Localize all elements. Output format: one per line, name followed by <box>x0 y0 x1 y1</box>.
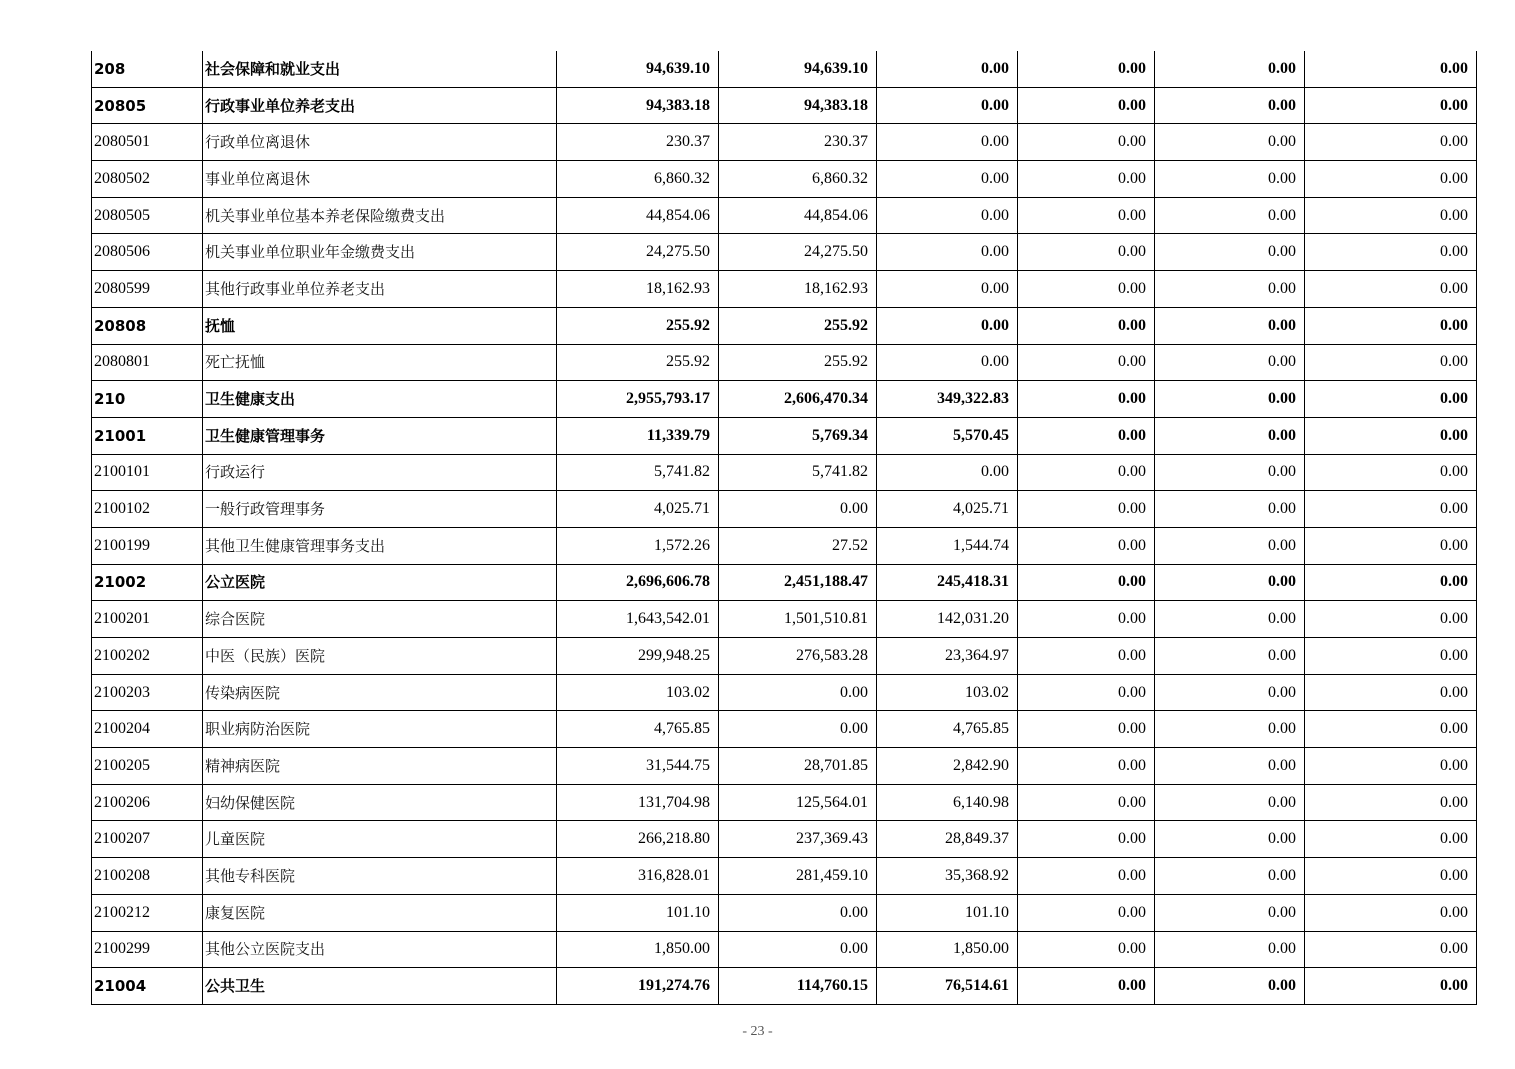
cell-amount-4: 0.00 <box>1018 527 1155 564</box>
cell-amount-3: 0.00 <box>877 87 1018 124</box>
cell-amount-5: 0.00 <box>1155 821 1305 858</box>
cell-amount-4: 0.00 <box>1018 417 1155 454</box>
cell-amount-3: 76,514.61 <box>877 968 1018 1005</box>
cell-amount-5: 0.00 <box>1155 381 1305 418</box>
cell-amount-5: 0.00 <box>1155 51 1305 87</box>
cell-code: 2100205 <box>92 748 203 785</box>
cell-amount-4: 0.00 <box>1018 564 1155 601</box>
cell-name: 公共卫生 <box>203 968 557 1005</box>
cell-code: 2080505 <box>92 197 203 234</box>
cell-amount-5: 0.00 <box>1155 417 1305 454</box>
cell-code: 2100202 <box>92 638 203 675</box>
cell-amount-4: 0.00 <box>1018 491 1155 528</box>
cell-amount-2: 255.92 <box>719 344 877 381</box>
cell-amount-6: 0.00 <box>1305 894 1477 931</box>
cell-amount-4: 0.00 <box>1018 197 1155 234</box>
cell-amount-3: 5,570.45 <box>877 417 1018 454</box>
cell-amount-6: 0.00 <box>1305 381 1477 418</box>
cell-amount-5: 0.00 <box>1155 931 1305 968</box>
cell-amount-1: 103.02 <box>557 674 719 711</box>
cell-name: 儿童医院 <box>203 821 557 858</box>
cell-name: 机关事业单位基本养老保险缴费支出 <box>203 197 557 234</box>
cell-code: 2100208 <box>92 858 203 895</box>
cell-amount-6: 0.00 <box>1305 197 1477 234</box>
cell-amount-2: 6,860.32 <box>719 161 877 198</box>
cell-amount-6: 0.00 <box>1305 161 1477 198</box>
cell-amount-5: 0.00 <box>1155 491 1305 528</box>
table-row <box>92 87 1477 124</box>
cell-amount-5: 0.00 <box>1155 748 1305 785</box>
cell-amount-5: 0.00 <box>1155 564 1305 601</box>
cell-name: 其他专科医院 <box>203 858 557 895</box>
cell-amount-3: 0.00 <box>877 271 1018 308</box>
cell-amount-3: 2,842.90 <box>877 748 1018 785</box>
cell-amount-6: 0.00 <box>1305 124 1477 161</box>
cell-amount-3: 0.00 <box>877 454 1018 491</box>
table-row <box>92 344 1477 381</box>
cell-amount-4: 0.00 <box>1018 271 1155 308</box>
cell-amount-1: 94,383.18 <box>557 87 719 124</box>
cell-amount-5: 0.00 <box>1155 968 1305 1005</box>
table-row <box>92 307 1477 344</box>
cell-amount-6: 0.00 <box>1305 307 1477 344</box>
cell-amount-1: 24,275.50 <box>557 234 719 271</box>
cell-amount-1: 230.37 <box>557 124 719 161</box>
table-row <box>92 858 1477 895</box>
table-row <box>92 894 1477 931</box>
cell-amount-2: 44,854.06 <box>719 197 877 234</box>
cell-amount-2: 0.00 <box>719 711 877 748</box>
cell-amount-4: 0.00 <box>1018 307 1155 344</box>
cell-amount-4: 0.00 <box>1018 894 1155 931</box>
cell-amount-6: 0.00 <box>1305 858 1477 895</box>
table-row <box>92 968 1477 1005</box>
cell-name: 中医（民族）医院 <box>203 638 557 675</box>
cell-amount-1: 31,544.75 <box>557 748 719 785</box>
cell-amount-2: 1,501,510.81 <box>719 601 877 638</box>
cell-amount-6: 0.00 <box>1305 748 1477 785</box>
cell-amount-6: 0.00 <box>1305 454 1477 491</box>
cell-amount-4: 0.00 <box>1018 858 1155 895</box>
cell-amount-4: 0.00 <box>1018 784 1155 821</box>
cell-amount-4: 0.00 <box>1018 674 1155 711</box>
cell-name: 行政运行 <box>203 454 557 491</box>
cell-name: 社会保障和就业支出 <box>203 51 557 87</box>
cell-amount-4: 0.00 <box>1018 821 1155 858</box>
cell-name: 精神病医院 <box>203 748 557 785</box>
cell-amount-1: 4,025.71 <box>557 491 719 528</box>
cell-amount-3: 0.00 <box>877 234 1018 271</box>
table-row <box>92 674 1477 711</box>
cell-amount-6: 0.00 <box>1305 234 1477 271</box>
cell-code: 2100102 <box>92 491 203 528</box>
cell-amount-1: 4,765.85 <box>557 711 719 748</box>
cell-name: 职业病防治医院 <box>203 711 557 748</box>
cell-amount-1: 1,643,542.01 <box>557 601 719 638</box>
cell-amount-4: 0.00 <box>1018 638 1155 675</box>
cell-amount-5: 0.00 <box>1155 344 1305 381</box>
cell-amount-5: 0.00 <box>1155 894 1305 931</box>
cell-amount-3: 6,140.98 <box>877 784 1018 821</box>
cell-code: 21002 <box>92 564 203 601</box>
cell-amount-6: 0.00 <box>1305 601 1477 638</box>
cell-name: 妇幼保健医院 <box>203 784 557 821</box>
cell-amount-5: 0.00 <box>1155 711 1305 748</box>
cell-code: 21001 <box>92 417 203 454</box>
cell-amount-2: 18,162.93 <box>719 271 877 308</box>
cell-code: 2100212 <box>92 894 203 931</box>
cell-amount-5: 0.00 <box>1155 234 1305 271</box>
cell-amount-1: 266,218.80 <box>557 821 719 858</box>
cell-amount-5: 0.00 <box>1155 307 1305 344</box>
cell-name: 其他卫生健康管理事务支出 <box>203 527 557 564</box>
cell-amount-2: 237,369.43 <box>719 821 877 858</box>
cell-amount-5: 0.00 <box>1155 527 1305 564</box>
cell-amount-3: 101.10 <box>877 894 1018 931</box>
cell-amount-5: 0.00 <box>1155 784 1305 821</box>
cell-name: 死亡抚恤 <box>203 344 557 381</box>
table-row <box>92 638 1477 675</box>
cell-name: 康复医院 <box>203 894 557 931</box>
cell-amount-4: 0.00 <box>1018 381 1155 418</box>
cell-amount-2: 24,275.50 <box>719 234 877 271</box>
cell-code: 2100203 <box>92 674 203 711</box>
cell-name: 卫生健康管理事务 <box>203 417 557 454</box>
cell-amount-6: 0.00 <box>1305 564 1477 601</box>
cell-amount-3: 0.00 <box>877 51 1018 87</box>
cell-amount-6: 0.00 <box>1305 51 1477 87</box>
table-row <box>92 124 1477 161</box>
cell-amount-1: 255.92 <box>557 307 719 344</box>
cell-code: 21004 <box>92 968 203 1005</box>
cell-amount-5: 0.00 <box>1155 638 1305 675</box>
cell-amount-3: 103.02 <box>877 674 1018 711</box>
cell-amount-5: 0.00 <box>1155 601 1305 638</box>
cell-amount-4: 0.00 <box>1018 161 1155 198</box>
cell-amount-1: 255.92 <box>557 344 719 381</box>
cell-amount-4: 0.00 <box>1018 234 1155 271</box>
cell-amount-2: 255.92 <box>719 307 877 344</box>
cell-amount-4: 0.00 <box>1018 344 1155 381</box>
table-row <box>92 454 1477 491</box>
cell-amount-2: 94,383.18 <box>719 87 877 124</box>
cell-code: 2100206 <box>92 784 203 821</box>
cell-name: 抚恤 <box>203 307 557 344</box>
cell-amount-2: 0.00 <box>719 491 877 528</box>
cell-amount-3: 0.00 <box>877 307 1018 344</box>
cell-code: 2080502 <box>92 161 203 198</box>
cell-amount-4: 0.00 <box>1018 601 1155 638</box>
table-row <box>92 748 1477 785</box>
cell-code: 2100101 <box>92 454 203 491</box>
cell-amount-4: 0.00 <box>1018 931 1155 968</box>
cell-amount-6: 0.00 <box>1305 491 1477 528</box>
cell-amount-6: 0.00 <box>1305 821 1477 858</box>
cell-amount-3: 4,025.71 <box>877 491 1018 528</box>
cell-name: 行政事业单位养老支出 <box>203 87 557 124</box>
cell-name: 机关事业单位职业年金缴费支出 <box>203 234 557 271</box>
cell-amount-5: 0.00 <box>1155 454 1305 491</box>
cell-amount-5: 0.00 <box>1155 161 1305 198</box>
cell-amount-1: 101.10 <box>557 894 719 931</box>
cell-amount-3: 142,031.20 <box>877 601 1018 638</box>
cell-code: 20805 <box>92 87 203 124</box>
cell-amount-2: 0.00 <box>719 894 877 931</box>
cell-name: 其他公立医院支出 <box>203 931 557 968</box>
cell-amount-6: 0.00 <box>1305 638 1477 675</box>
cell-name: 行政单位离退休 <box>203 124 557 161</box>
cell-amount-6: 0.00 <box>1305 968 1477 1005</box>
cell-amount-2: 230.37 <box>719 124 877 161</box>
table-row <box>92 381 1477 418</box>
cell-amount-3: 0.00 <box>877 344 1018 381</box>
cell-amount-4: 0.00 <box>1018 87 1155 124</box>
table-row <box>92 161 1477 198</box>
cell-code: 208 <box>92 51 203 87</box>
cell-amount-1: 5,741.82 <box>557 454 719 491</box>
cell-code: 2080599 <box>92 271 203 308</box>
cell-amount-4: 0.00 <box>1018 711 1155 748</box>
cell-amount-6: 0.00 <box>1305 417 1477 454</box>
cell-amount-1: 131,704.98 <box>557 784 719 821</box>
cell-amount-3: 0.00 <box>877 197 1018 234</box>
cell-amount-3: 23,364.97 <box>877 638 1018 675</box>
cell-amount-3: 1,850.00 <box>877 931 1018 968</box>
cell-code: 2100207 <box>92 821 203 858</box>
cell-amount-2: 125,564.01 <box>719 784 877 821</box>
cell-name: 综合医院 <box>203 601 557 638</box>
table-row <box>92 711 1477 748</box>
cell-amount-5: 0.00 <box>1155 197 1305 234</box>
cell-amount-6: 0.00 <box>1305 87 1477 124</box>
cell-amount-3: 349,322.83 <box>877 381 1018 418</box>
cell-amount-5: 0.00 <box>1155 271 1305 308</box>
cell-amount-3: 4,765.85 <box>877 711 1018 748</box>
cell-amount-1: 2,696,606.78 <box>557 564 719 601</box>
cell-amount-1: 1,850.00 <box>557 931 719 968</box>
cell-code: 2100199 <box>92 527 203 564</box>
cell-amount-6: 0.00 <box>1305 344 1477 381</box>
cell-amount-5: 0.00 <box>1155 858 1305 895</box>
cell-name: 其他行政事业单位养老支出 <box>203 271 557 308</box>
cell-amount-2: 0.00 <box>719 931 877 968</box>
cell-amount-3: 245,418.31 <box>877 564 1018 601</box>
cell-code: 2100201 <box>92 601 203 638</box>
cell-amount-3: 28,849.37 <box>877 821 1018 858</box>
cell-code: 2080506 <box>92 234 203 271</box>
table-row <box>92 197 1477 234</box>
cell-amount-4: 0.00 <box>1018 748 1155 785</box>
cell-amount-2: 276,583.28 <box>719 638 877 675</box>
cell-amount-4: 0.00 <box>1018 968 1155 1005</box>
cell-amount-6: 0.00 <box>1305 931 1477 968</box>
cell-amount-6: 0.00 <box>1305 784 1477 821</box>
cell-name: 公立医院 <box>203 564 557 601</box>
cell-amount-1: 2,955,793.17 <box>557 381 719 418</box>
table-row <box>92 491 1477 528</box>
cell-name: 卫生健康支出 <box>203 381 557 418</box>
page-number: - 23 - <box>742 1024 773 1039</box>
cell-amount-4: 0.00 <box>1018 124 1155 161</box>
table-row <box>92 821 1477 858</box>
cell-amount-3: 35,368.92 <box>877 858 1018 895</box>
cell-amount-5: 0.00 <box>1155 87 1305 124</box>
table-row <box>92 601 1477 638</box>
cell-amount-1: 316,828.01 <box>557 858 719 895</box>
cell-amount-2: 281,459.10 <box>719 858 877 895</box>
cell-amount-1: 1,572.26 <box>557 527 719 564</box>
table-row <box>92 417 1477 454</box>
cell-amount-2: 2,451,188.47 <box>719 564 877 601</box>
budget-table <box>91 51 1477 1005</box>
cell-amount-1: 18,162.93 <box>557 271 719 308</box>
cell-name: 事业单位离退休 <box>203 161 557 198</box>
cell-amount-1: 11,339.79 <box>557 417 719 454</box>
table-row <box>92 234 1477 271</box>
cell-amount-4: 0.00 <box>1018 51 1155 87</box>
cell-amount-4: 0.00 <box>1018 454 1155 491</box>
cell-amount-2: 94,639.10 <box>719 51 877 87</box>
cell-amount-6: 0.00 <box>1305 674 1477 711</box>
cell-code: 20808 <box>92 307 203 344</box>
cell-code: 210 <box>92 381 203 418</box>
cell-name: 传染病医院 <box>203 674 557 711</box>
cell-amount-2: 27.52 <box>719 527 877 564</box>
cell-code: 2080801 <box>92 344 203 381</box>
table-row <box>92 271 1477 308</box>
cell-amount-2: 5,741.82 <box>719 454 877 491</box>
cell-amount-5: 0.00 <box>1155 674 1305 711</box>
table-body <box>92 51 1477 1004</box>
cell-amount-3: 0.00 <box>877 124 1018 161</box>
cell-amount-6: 0.00 <box>1305 527 1477 564</box>
table-row <box>92 931 1477 968</box>
cell-amount-2: 5,769.34 <box>719 417 877 454</box>
cell-amount-2: 0.00 <box>719 674 877 711</box>
cell-amount-1: 94,639.10 <box>557 51 719 87</box>
cell-amount-3: 1,544.74 <box>877 527 1018 564</box>
cell-amount-1: 44,854.06 <box>557 197 719 234</box>
cell-amount-1: 191,274.76 <box>557 968 719 1005</box>
table-row <box>92 564 1477 601</box>
cell-code: 2100299 <box>92 931 203 968</box>
cell-amount-3: 0.00 <box>877 161 1018 198</box>
cell-amount-1: 6,860.32 <box>557 161 719 198</box>
cell-amount-2: 28,701.85 <box>719 748 877 785</box>
table-row <box>92 784 1477 821</box>
table-row <box>92 51 1477 87</box>
cell-amount-2: 114,760.15 <box>719 968 877 1005</box>
cell-name: 一般行政管理事务 <box>203 491 557 528</box>
cell-code: 2080501 <box>92 124 203 161</box>
cell-amount-6: 0.00 <box>1305 271 1477 308</box>
table-row <box>92 527 1477 564</box>
cell-amount-5: 0.00 <box>1155 124 1305 161</box>
cell-amount-1: 299,948.25 <box>557 638 719 675</box>
cell-amount-6: 0.00 <box>1305 711 1477 748</box>
cell-amount-2: 2,606,470.34 <box>719 381 877 418</box>
cell-code: 2100204 <box>92 711 203 748</box>
